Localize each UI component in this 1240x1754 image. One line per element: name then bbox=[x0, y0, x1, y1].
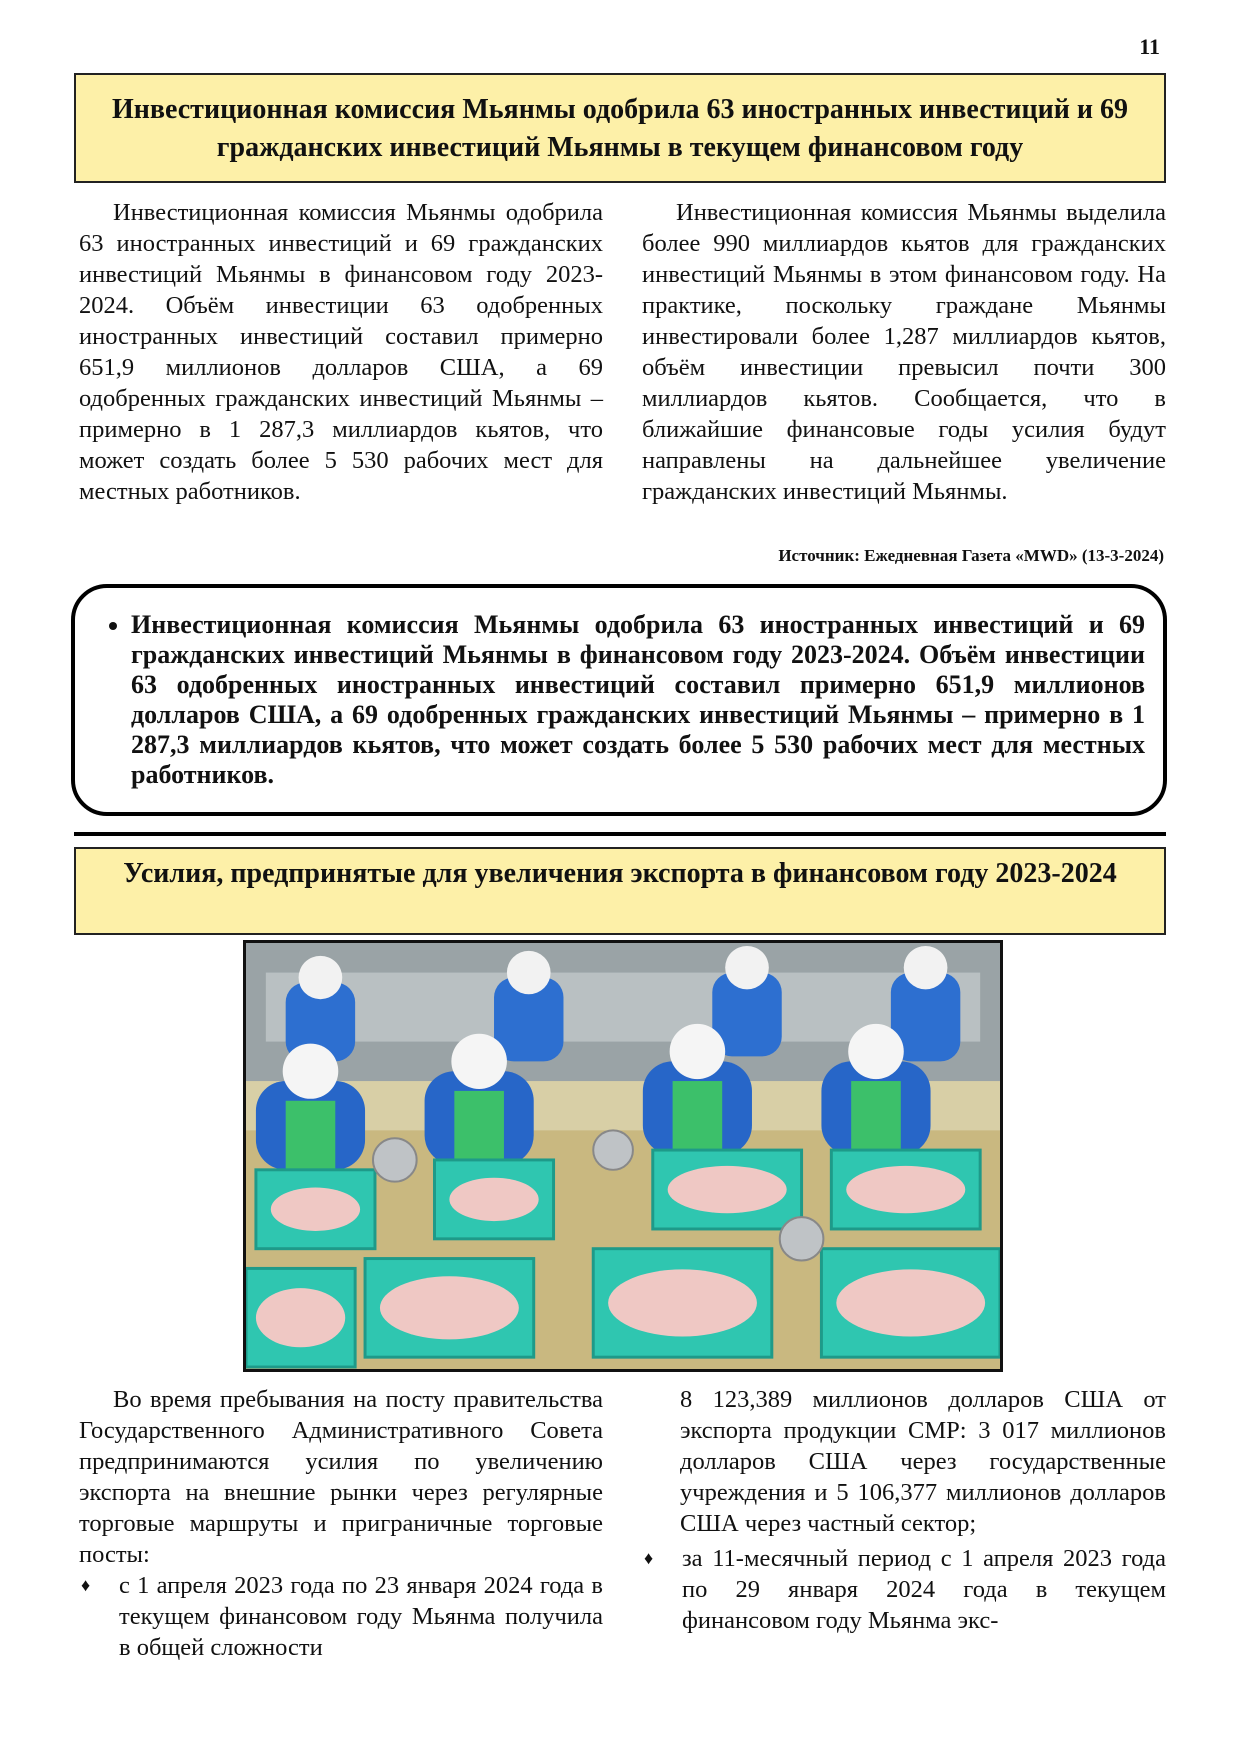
page-number: 11 bbox=[1139, 34, 1160, 59]
article1-left-column bbox=[79, 197, 603, 507]
photo-illustration bbox=[246, 943, 1000, 1369]
article1-source: Источник: Ежедневная Газета «MWD» (13-3-2024) bbox=[778, 546, 1164, 565]
article1-right-column bbox=[642, 197, 1166, 507]
article2-bullet-1-text: с 1 апреля 2023 года по 23 января 2024 года в текущем финансовом году Мьянма получила в общей сложности bbox=[119, 1572, 603, 1661]
article2-bullet-2-text: за 11-месячный период с 1 апреля 2023 года по 29 января 2024 года в текущем финансовом году Мьянма экс- bbox=[682, 1545, 1166, 1634]
article2-bullet-2 bbox=[642, 1543, 1166, 1636]
article1-right-paragraph: Инвестиционная комиссия Мьянмы выделила более 990 миллиардов кьятов для гражданских инвестиций Мьянмы в этом финансовом году. На практике, поскольку граждане Мьянмы инвестировали более 1,287 миллиардов кьятов, объём инвестиции превысил почти 300 миллиардов кьятов. Сообщается, что в ближайшие финансовые годы усилия будут направлены на дальнейшее увеличение гражданских инвестиций Мьянмы. bbox=[642, 199, 1166, 505]
section-divider bbox=[74, 832, 1166, 836]
article2-continuation: 8 123,389 миллионов долларов США от экспорта продукции CMP: 3 017 миллионов долларов США через государственные учреждения и 5 106,377 миллионов долларов США через частный сектор; bbox=[680, 1386, 1166, 1537]
article2-intro: Во время пребывания на посту правительства Государственного Административного Совета предпринимаются усилия по увеличению экспорта на внешние рынки через регулярные торговые маршруты и приграничные торговые посты: bbox=[79, 1386, 603, 1568]
article1-title: Инвестиционная комиссия Мьянмы одобрила 63 иностранных инвестиций и 69 гражданских инвестиций Мьянмы в текущем финансовом году bbox=[74, 73, 1166, 183]
article2-bullet-1 bbox=[79, 1570, 603, 1663]
summary-box bbox=[71, 584, 1167, 816]
summary-bullet: • Инвестиционная комиссия Мьянмы одобрила 63 иностранных инвестиций и 69 гражданских инвестиций Мьянмы в финансовом году 2023-2024. Объём инвестиции 63 одобренных иностранных инвестиций составил примерно 651,9 миллионов долларов США, а 69 одобренных гражданских инвестиций Мьянмы – примерно в 1 287,3 миллиардов кьятов, что может создать более 5 530 рабочих мест для местных работников. bbox=[131, 610, 1145, 790]
article1-left-paragraph: Инвестиционная комиссия Мьянмы одобрила 63 иностранных инвестиций и 69 гражданских инвестиций Мьянмы в финансовом году 2023-2024. Объём инвестиции 63 одобренных иностранных инвестиций составил примерно 651,9 миллионов долларов США, а 69 одобренных гражданских инвестиций Мьянмы – примерно в 1 287,3 миллиардов кьятов, что может создать более 5 530 рабочих мест для местных работников. bbox=[79, 199, 603, 505]
diamond-bullet-icon: ♦ bbox=[644, 1548, 654, 1568]
fish-processing-photo bbox=[243, 940, 1003, 1372]
summary-list bbox=[99, 610, 1145, 790]
article2-right-column bbox=[644, 1384, 1166, 1636]
article2-title: Усилия, предпринятые для увеличения экспорта в финансовом году 2023-2024 bbox=[74, 847, 1166, 935]
article2-left-column bbox=[79, 1384, 603, 1663]
diamond-bullet-icon: ♦ bbox=[81, 1575, 91, 1595]
